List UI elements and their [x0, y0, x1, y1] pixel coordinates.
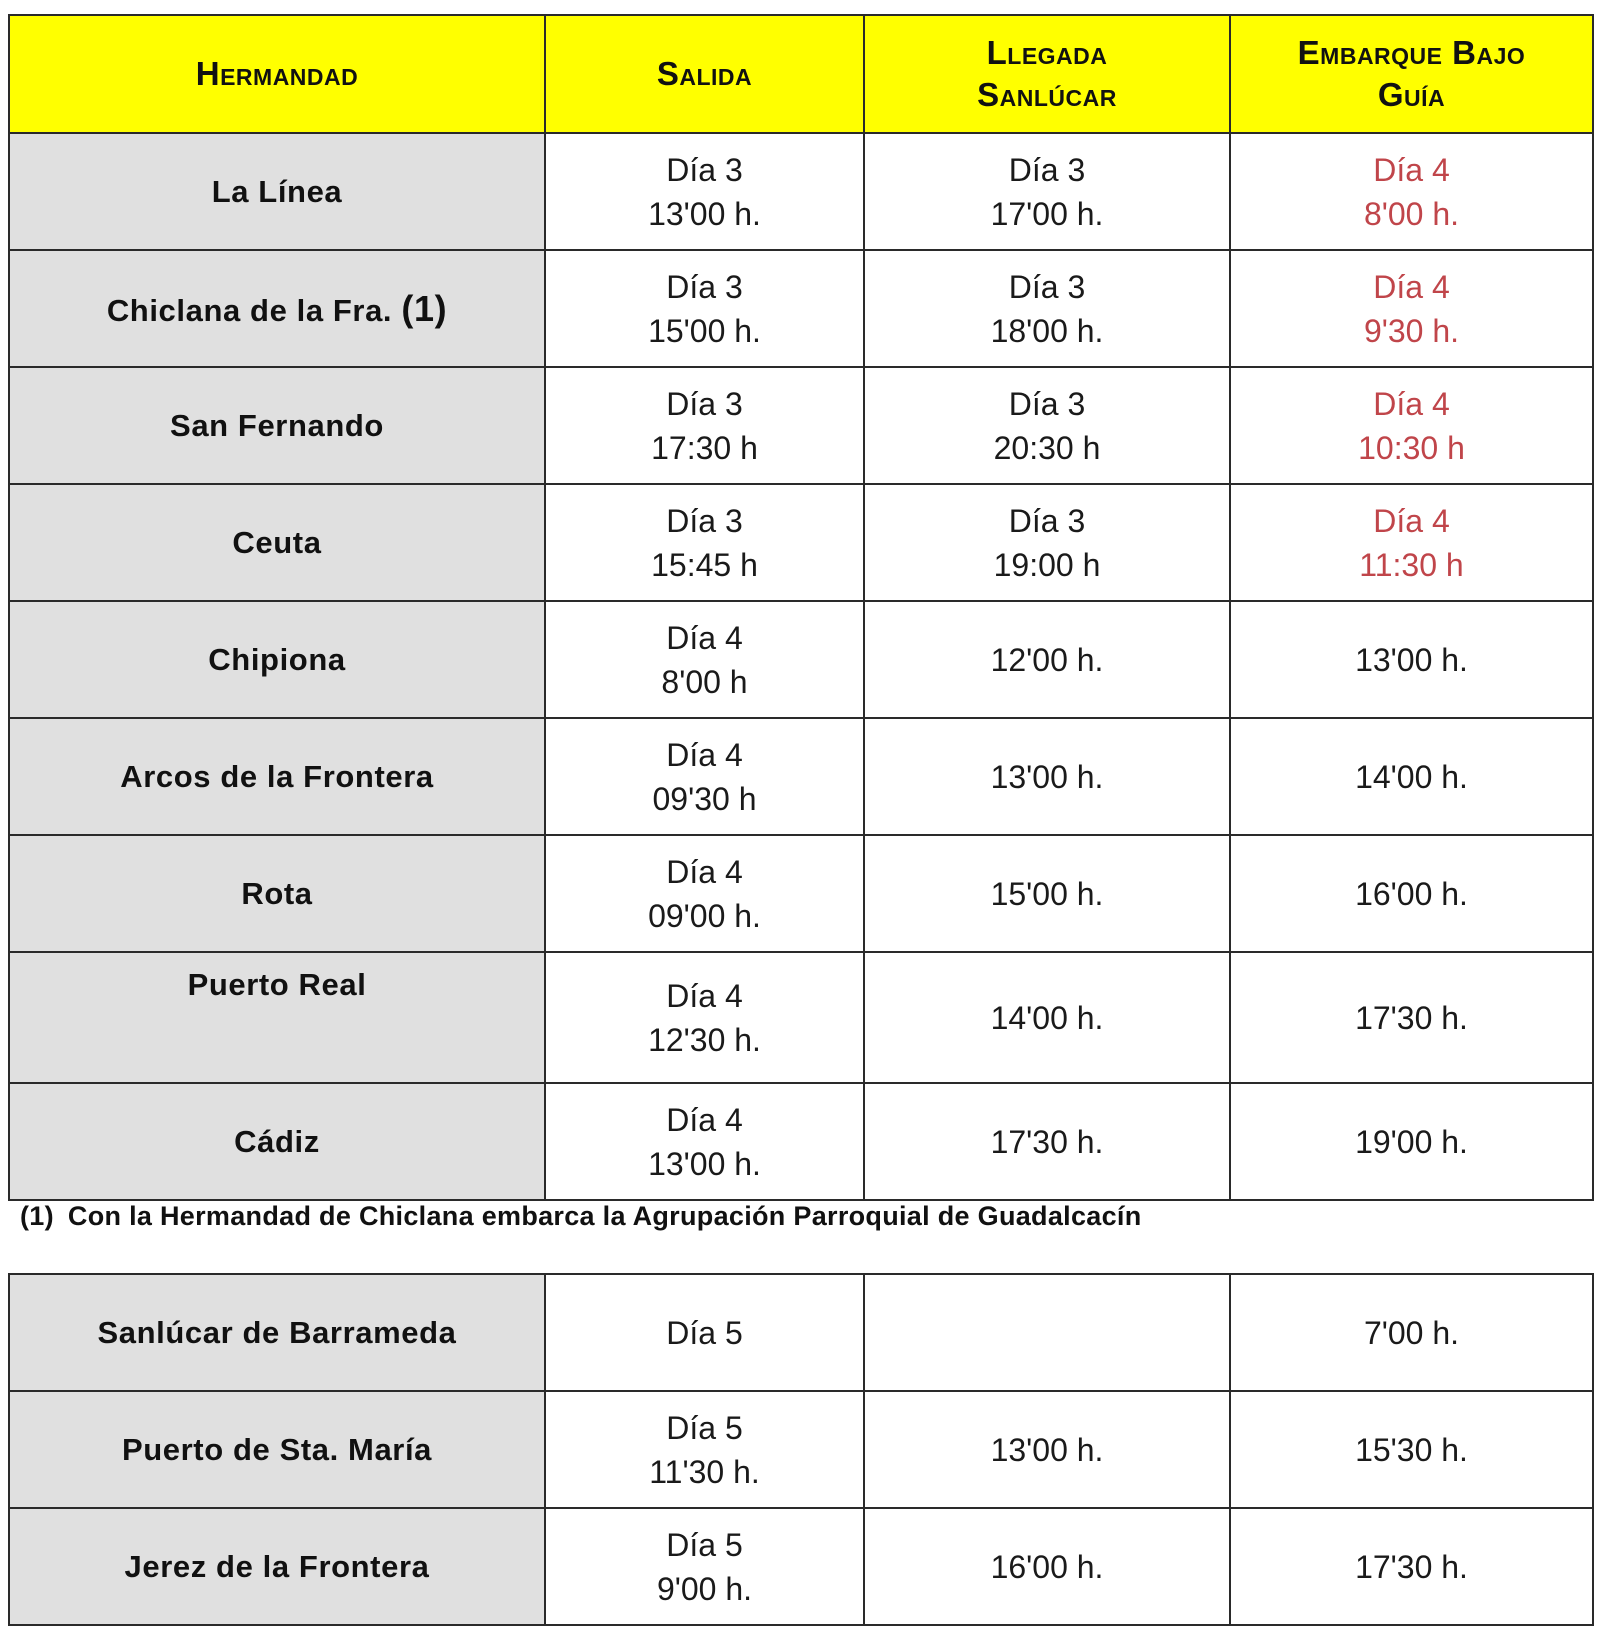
table-row [9, 601, 1593, 718]
time-text: 19:00 h [993, 546, 1101, 583]
day-text: Día 4 [666, 853, 743, 890]
time-text: 13'00 h. [648, 1145, 761, 1182]
hermandad-cell: Arcos de la Frontera [9, 718, 545, 835]
time-text: 20:30 h [993, 429, 1101, 466]
time-text: 17:30 h [651, 429, 758, 466]
time-text: 14'00 h. [990, 999, 1104, 1036]
table-row [9, 1083, 1593, 1200]
time-text: 12'00 h. [990, 641, 1104, 678]
llegada-cell [864, 952, 1230, 1083]
time-text: 09'30 h [652, 780, 757, 817]
embarque-cell [1230, 367, 1593, 484]
llegada-cell [864, 484, 1230, 601]
time-text: 16'00 h. [990, 1548, 1104, 1585]
time-text: 15:45 h [651, 546, 758, 583]
llegada-cell [864, 133, 1230, 250]
salida-cell [545, 367, 864, 484]
day-text: Día 4 [1373, 268, 1450, 305]
llegada-cell [864, 1274, 1230, 1391]
hermandad-cell: Sanlúcar de Barrameda [9, 1274, 545, 1391]
embarque-cell [1230, 835, 1593, 952]
salida-cell [545, 1083, 864, 1200]
time-text: 8'00 h [661, 663, 748, 700]
day-text: Día 4 [1373, 151, 1450, 188]
table-row [9, 250, 1593, 367]
hermandad-cell: La Línea [9, 133, 545, 250]
day-text: Día 4 [1373, 385, 1450, 422]
time-text: 15'00 h. [648, 312, 761, 349]
header-label: Guía [1377, 76, 1446, 113]
llegada-cell [864, 1391, 1230, 1508]
embarque-cell [1230, 601, 1593, 718]
time-text: 18'00 h. [990, 312, 1104, 349]
header-embarque-bajo-guia [1230, 15, 1593, 133]
time-text: 9'30 h. [1363, 312, 1460, 349]
day-text: Día 3 [666, 385, 743, 422]
hermandad-cell: Puerto Real [9, 952, 545, 1083]
header-llegada-sanlucar [864, 15, 1230, 133]
hermandad-cell: Ceuta [9, 484, 545, 601]
embarque-cell [1230, 484, 1593, 601]
llegada-cell [864, 250, 1230, 367]
schedule-table-main [8, 14, 1594, 1201]
time-text: 8'00 h. [1363, 195, 1460, 232]
header-hermandad [9, 15, 545, 133]
time-text: 13'00 h. [990, 1431, 1104, 1468]
time-text: 17'30 h. [1355, 1548, 1468, 1585]
salida-cell [545, 952, 864, 1083]
footnote-reference: (1) [401, 287, 448, 329]
salida-cell [545, 133, 864, 250]
time-text: 15'00 h. [990, 875, 1104, 912]
salida-cell [545, 1508, 864, 1625]
hermandad-cell: Chipiona [9, 601, 545, 718]
embarque-cell [1230, 1274, 1593, 1391]
salida-cell [545, 601, 864, 718]
day-text: Día 4 [666, 977, 743, 1014]
header-label: Salida [656, 55, 753, 92]
header-label: Llegada [986, 34, 1108, 71]
day-text: Día 4 [666, 619, 743, 656]
hermandad-cell: Cádiz [9, 1083, 545, 1200]
day-text: Día 3 [1008, 385, 1086, 422]
day-text: Día 4 [666, 1101, 743, 1138]
table-row [9, 484, 1593, 601]
day-text: Día 3 [666, 151, 743, 188]
header-label: Hermandad [195, 55, 359, 92]
table-row [9, 718, 1593, 835]
time-text: 12'30 h. [648, 1021, 761, 1058]
time-text: 16'00 h. [1355, 875, 1468, 912]
table-row [9, 1391, 1593, 1508]
table-row [9, 952, 1593, 1083]
time-text: 14'00 h. [1355, 758, 1468, 795]
time-text: 11'30 h. [649, 1453, 760, 1490]
footnote-marker: (1) [20, 1201, 54, 1231]
day-text: Día 3 [1008, 151, 1086, 188]
time-text: 17'00 h. [990, 195, 1104, 232]
llegada-cell [864, 367, 1230, 484]
time-text: 19'00 h. [1355, 1123, 1468, 1160]
embarque-cell [1230, 718, 1593, 835]
day-text: Día 3 [1008, 502, 1086, 539]
hermandad-cell: San Fernando [9, 367, 545, 484]
time-text: 09'00 h. [648, 897, 761, 934]
table-row [9, 835, 1593, 952]
day-text: Día 5 [666, 1409, 743, 1446]
embarque-cell [1230, 250, 1593, 367]
time-text: 17'30 h. [1355, 999, 1468, 1036]
salida-cell [545, 250, 864, 367]
embarque-cell [1230, 1391, 1593, 1508]
salida-cell [545, 718, 864, 835]
day-text: Día 3 [666, 502, 743, 539]
hermandad-cell: Jerez de la Frontera [9, 1508, 545, 1625]
time-text: 11:30 h [1359, 546, 1464, 583]
table-row [9, 367, 1593, 484]
llegada-cell [864, 1508, 1230, 1625]
time-text: 10:30 h [1358, 429, 1465, 466]
day-text: Día 3 [1008, 268, 1086, 305]
day-text: Día 3 [666, 268, 743, 305]
day-text: Día 4 [666, 736, 743, 773]
time-text: 9'00 h. [656, 1570, 753, 1607]
footnote [20, 1201, 1142, 1232]
day-text: Día 4 [1373, 502, 1450, 539]
table-row [9, 1274, 1593, 1391]
llegada-cell [864, 1083, 1230, 1200]
schedule-table-day5 [8, 1273, 1594, 1626]
hermandad-cell: Puerto de Sta. María [9, 1391, 545, 1508]
header-label: Sanlúcar [977, 76, 1117, 113]
header-row [9, 15, 1593, 133]
salida-cell [545, 835, 864, 952]
llegada-cell [864, 601, 1230, 718]
llegada-cell [864, 835, 1230, 952]
embarque-cell [1230, 952, 1593, 1083]
time-text: 13'00 h. [648, 195, 761, 232]
embarque-cell [1230, 133, 1593, 250]
time-text: 13'00 h. [990, 758, 1104, 795]
footnote-text: Con la Hermandad de Chiclana embarca la Agrupación Parroquial de Guadalcacín [67, 1201, 1142, 1231]
embarque-cell [1230, 1083, 1593, 1200]
time-text: 15'30 h. [1355, 1431, 1468, 1468]
header-salida [545, 15, 864, 133]
salida-cell [545, 484, 864, 601]
day-text: Día 5 [666, 1526, 743, 1563]
salida-cell [545, 1391, 864, 1508]
table-row [9, 1508, 1593, 1625]
salida-cell [545, 1274, 864, 1391]
hermandad-cell: Rota [9, 835, 545, 952]
time-text: 17'30 h. [990, 1123, 1104, 1160]
table-row [9, 133, 1593, 250]
time-text: 13'00 h. [1355, 641, 1468, 678]
time-text: 7'00 h. [1363, 1314, 1460, 1351]
header-label: Embarque Bajo [1297, 34, 1526, 71]
hermandad-cell [9, 250, 545, 367]
embarque-cell [1230, 1508, 1593, 1625]
hermandad-name: Chiclana de la Fra. [106, 292, 393, 328]
day-text: Día 5 [666, 1314, 743, 1351]
llegada-cell [864, 718, 1230, 835]
